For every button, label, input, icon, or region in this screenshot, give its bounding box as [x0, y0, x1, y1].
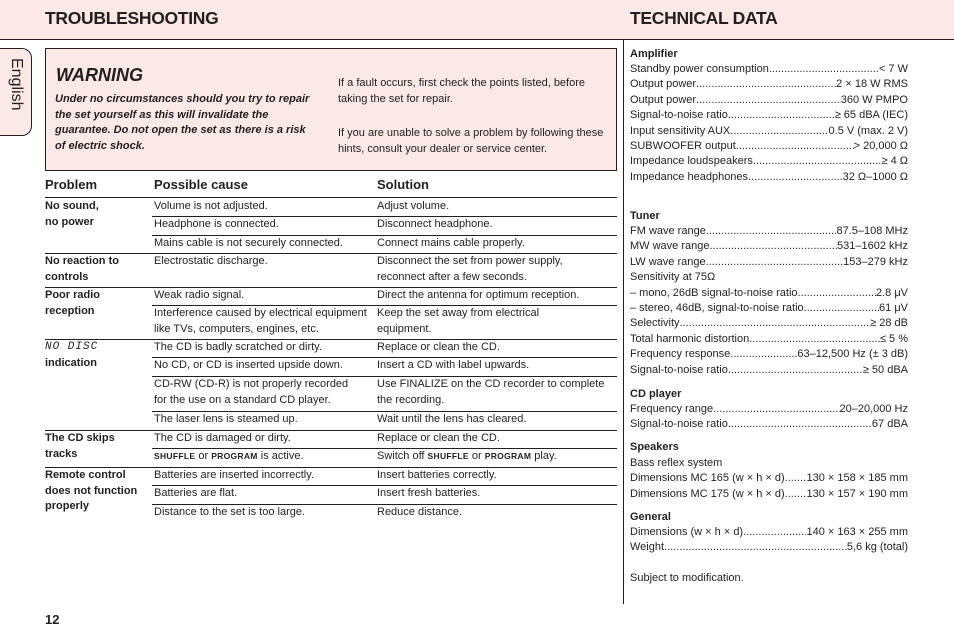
spec-row: [630, 286, 908, 301]
button-label: SHUFFLE: [427, 451, 469, 461]
dot-leader: [743, 525, 806, 540]
spec-value: 2 × 18 W RMS: [836, 78, 908, 91]
problem-label: The CD skips tracks: [45, 432, 115, 460]
spec-label: FM wave range: [630, 225, 706, 237]
spec-label: Standby power consumption: [630, 63, 769, 75]
spec-value: ≤ 5 %: [879, 332, 908, 345]
problem-label-text: indication: [45, 356, 97, 369]
spec-value: 153–279 kHz: [843, 255, 908, 268]
spec-label: – stereo, 46dB, signal-to-noise ratio: [630, 302, 804, 314]
spec-value: 32 Ω–1000 Ω: [842, 170, 908, 183]
spec-row: [630, 301, 908, 316]
solution-cell: Insert fresh batteries.: [377, 487, 481, 499]
spec-row: [630, 139, 908, 154]
warning-paragraph-2: If you are unable to solve a problem by following these hints, consult your dealer or service center.: [338, 127, 604, 155]
spec-row: [630, 471, 908, 486]
problem-label: Remote control does not function properly: [45, 469, 138, 512]
spec-value: 531–1602 kHz: [837, 240, 908, 253]
possible-cause-cell: CD-RW (CD-R) is not properly recorded for the use on a standard CD player.: [154, 378, 349, 406]
spec-row: [630, 525, 908, 540]
possible-cause-cell: Interference caused by electrical equipment like TVs, computers, engines, etc.: [154, 307, 367, 335]
spec-value: 67 dBA: [871, 418, 908, 431]
spec-row: [630, 93, 908, 108]
problem-label: [45, 340, 150, 371]
spec-label: Dimensions MC 165 (w × h × d): [630, 472, 785, 485]
spec-label: Frequency range: [630, 403, 714, 415]
spec-value: < 7 W: [878, 63, 908, 75]
spec-label: Total harmonic distortion: [630, 332, 750, 345]
spec-label: Output power: [630, 93, 697, 106]
spec-text: Bass reflex system: [630, 457, 723, 469]
cell-text: Switch off: [377, 450, 428, 462]
spec-row: [630, 77, 908, 92]
dot-leader: [785, 471, 807, 486]
spec-label: MW wave range: [630, 240, 710, 253]
troubleshooting-heading: TROUBLESHOOTING: [45, 8, 219, 28]
spec-value: ≥ 65 dBA (IEC): [834, 109, 908, 122]
solution-cell: Reduce distance.: [377, 506, 462, 518]
spec-row: [630, 316, 908, 331]
spec-label: Selectivity: [630, 317, 680, 330]
header-rule: [0, 39, 954, 40]
cell-text: is active.: [257, 450, 304, 462]
spec-value: ≥ 50 dBA: [862, 363, 908, 376]
cause-column-header: Possible cause: [154, 177, 248, 192]
possible-cause-cell: The CD is damaged or dirty.: [154, 432, 291, 444]
possible-cause-cell: Headphone is connected.: [154, 218, 279, 230]
dot-leader: [696, 77, 836, 92]
spec-value: 5,6 kg (total): [846, 541, 908, 554]
spec-label: Dimensions (w × h × d): [630, 526, 744, 538]
spec-value: 87.5–108 MHz: [836, 225, 908, 237]
solution-cell: Keep the set away from electrical equipment.: [377, 307, 540, 335]
language-tab-label: English: [8, 58, 25, 111]
spec-label: Impedance headphones: [630, 170, 749, 183]
speakers-section-title: Speakers: [630, 441, 679, 453]
spec-value: > 20,000 Ω: [853, 140, 908, 152]
possible-cause-cell: The CD is badly scratched or dirty.: [154, 341, 322, 353]
solution-cell: Replace or clean the CD.: [377, 432, 500, 444]
solution-cell: Replace or clean the CD.: [377, 341, 500, 353]
spec-label: Weight: [630, 541, 665, 554]
solution-cell: Disconnect headphone.: [377, 218, 493, 230]
solution-cell: Adjust volume.: [377, 200, 450, 212]
dot-leader: [804, 301, 879, 316]
dot-leader: [728, 363, 863, 378]
dot-leader: [706, 255, 844, 270]
spec-label: Output power: [630, 78, 697, 91]
problem-label: Poor radio reception: [45, 289, 101, 317]
spec-label: LW wave range: [630, 255, 706, 268]
dot-leader: [749, 332, 880, 347]
possible-cause-cell: Volume is not adjusted.: [154, 200, 268, 212]
spec-value: 63–12,500 Hz (± 3 dB): [797, 348, 908, 361]
solution-column-header: Solution: [377, 177, 429, 192]
solution-cell: Wait until the lens has cleared.: [377, 413, 527, 425]
general-section-title: General: [630, 511, 671, 523]
spec-value: 130 × 157 × 190 mm: [806, 487, 908, 500]
spec-text: Sensitivity at 75Ω: [630, 271, 716, 284]
warning-text: Under no circumstances should you try to repair the set yourself as this will invalidate the guarantee. Do not open the set as there is a risk of electric shock.: [55, 93, 310, 152]
spec-row: [630, 239, 908, 254]
display-indicator: NO DISC: [45, 341, 99, 353]
spec-row: [630, 170, 908, 185]
spec-label: Impedance loudspeakers: [630, 155, 753, 168]
modification-note: Subject to modification.: [630, 572, 744, 584]
spec-value: 20–20,000 Hz: [839, 403, 908, 415]
language-tab[interactable]: [0, 48, 32, 136]
spec-label: Signal-to-noise ratio: [630, 363, 728, 376]
spec-row: [630, 62, 908, 77]
solution-cell: Insert a CD with label upwards.: [377, 359, 530, 371]
solution-cell: Use FINALIZE on the CD recorder to complete the recording.: [377, 378, 605, 406]
spec-row: [630, 332, 908, 347]
problem-label: No reaction to controls: [45, 255, 119, 283]
dot-leader: [709, 239, 837, 254]
spec-value: ≥ 28 dB: [870, 317, 908, 330]
problem-column-header: Problem: [45, 177, 98, 192]
possible-cause-cell: Electrostatic discharge.: [154, 255, 268, 267]
possible-cause-cell: Mains cable is not securely connected.: [154, 237, 343, 249]
button-label: PROGRAM: [211, 451, 258, 461]
dot-leader: [664, 540, 847, 555]
spec-label: Input sensitivity AUX: [630, 124, 731, 137]
spec-row: [630, 540, 908, 555]
table-header-rule: [45, 197, 617, 198]
dot-leader: [753, 154, 882, 169]
dot-leader: [713, 402, 839, 417]
dot-leader: [798, 286, 876, 301]
possible-cause-cell: [154, 449, 369, 465]
spec-value: ≥ 4 Ω: [881, 155, 908, 168]
possible-cause-cell: Batteries are flat.: [154, 487, 238, 499]
spec-value: 130 × 158 × 185 mm: [806, 472, 908, 485]
cell-text: or: [195, 450, 212, 462]
button-label: PROGRAM: [484, 451, 532, 461]
spec-row: [630, 417, 908, 432]
spec-value: 2.8 μV: [875, 286, 908, 299]
solution-cell: [377, 449, 615, 465]
possible-cause-cell: Weak radio signal.: [154, 289, 245, 301]
spec-row: [630, 224, 908, 239]
dot-leader: [680, 316, 871, 331]
page-number: 12: [45, 612, 60, 627]
possible-cause-cell: No CD, or CD is inserted upside down.: [154, 359, 343, 371]
spec-label: Dimensions MC 175 (w × h × d): [630, 487, 785, 500]
dot-leader: [730, 347, 797, 362]
possible-cause-cell: Distance to the set is too large.: [154, 506, 306, 518]
spec-label: – mono, 26dB signal-to-noise ratio: [630, 286, 798, 299]
spec-row: [630, 255, 908, 270]
dot-leader: [736, 139, 854, 154]
spec-row: [630, 154, 908, 169]
possible-cause-cell: Batteries are inserted incorrectly.: [154, 469, 314, 481]
solution-cell: Disconnect the set from power supply, reconnect after a few seconds.: [377, 255, 563, 283]
spec-label: Frequency response: [630, 348, 731, 361]
solution-cell: Direct the antenna for optimum reception.: [377, 289, 580, 301]
warning-box: [45, 48, 617, 171]
cell-text: play.: [531, 450, 557, 462]
spec-row: [630, 108, 908, 123]
dot-leader: [769, 62, 879, 77]
spec-row: [630, 402, 908, 417]
spec-row: [630, 487, 908, 502]
dot-leader: [785, 487, 807, 502]
solution-cell: Insert batteries correctly.: [377, 469, 497, 481]
problem-label: No sound, no power: [45, 200, 99, 228]
spec-row: [630, 124, 908, 139]
spec-label: Signal-to-noise ratio: [630, 418, 728, 431]
spec-value: 0.5 V (max. 2 V): [828, 124, 908, 137]
cd-player-section-title: CD player: [630, 388, 682, 400]
cell-text: or: [468, 450, 485, 462]
dot-leader: [706, 224, 837, 239]
possible-cause-cell: The laser lens is steamed up.: [154, 413, 298, 425]
solution-cell: Connect mains cable properly.: [377, 237, 525, 249]
dot-leader: [728, 417, 872, 432]
button-label: SHUFFLE: [154, 451, 196, 461]
warning-title: WARNING: [56, 65, 143, 85]
dot-leader: [696, 93, 841, 108]
spec-row: [630, 363, 908, 378]
spec-label: Signal-to-noise ratio: [630, 109, 728, 122]
technical-data-heading: TECHNICAL DATA: [630, 8, 778, 28]
column-divider: [623, 40, 624, 604]
dot-leader: [728, 108, 835, 123]
spec-row: [630, 347, 908, 362]
spec-value: 61 μV: [879, 302, 908, 314]
tuner-section-title: Tuner: [630, 210, 660, 222]
spec-label: SUBWOOFER output: [630, 140, 736, 152]
dot-leader: [748, 170, 843, 185]
amplifier-section-title: Amplifier: [630, 48, 678, 60]
warning-paragraph-1: If a fault occurs, first check the points listed, before taking the set for repair.: [338, 77, 586, 105]
spec-value: 140 × 163 × 255 mm: [806, 526, 908, 538]
spec-value: 360 W PMPO: [840, 93, 908, 106]
dot-leader: [730, 124, 828, 139]
